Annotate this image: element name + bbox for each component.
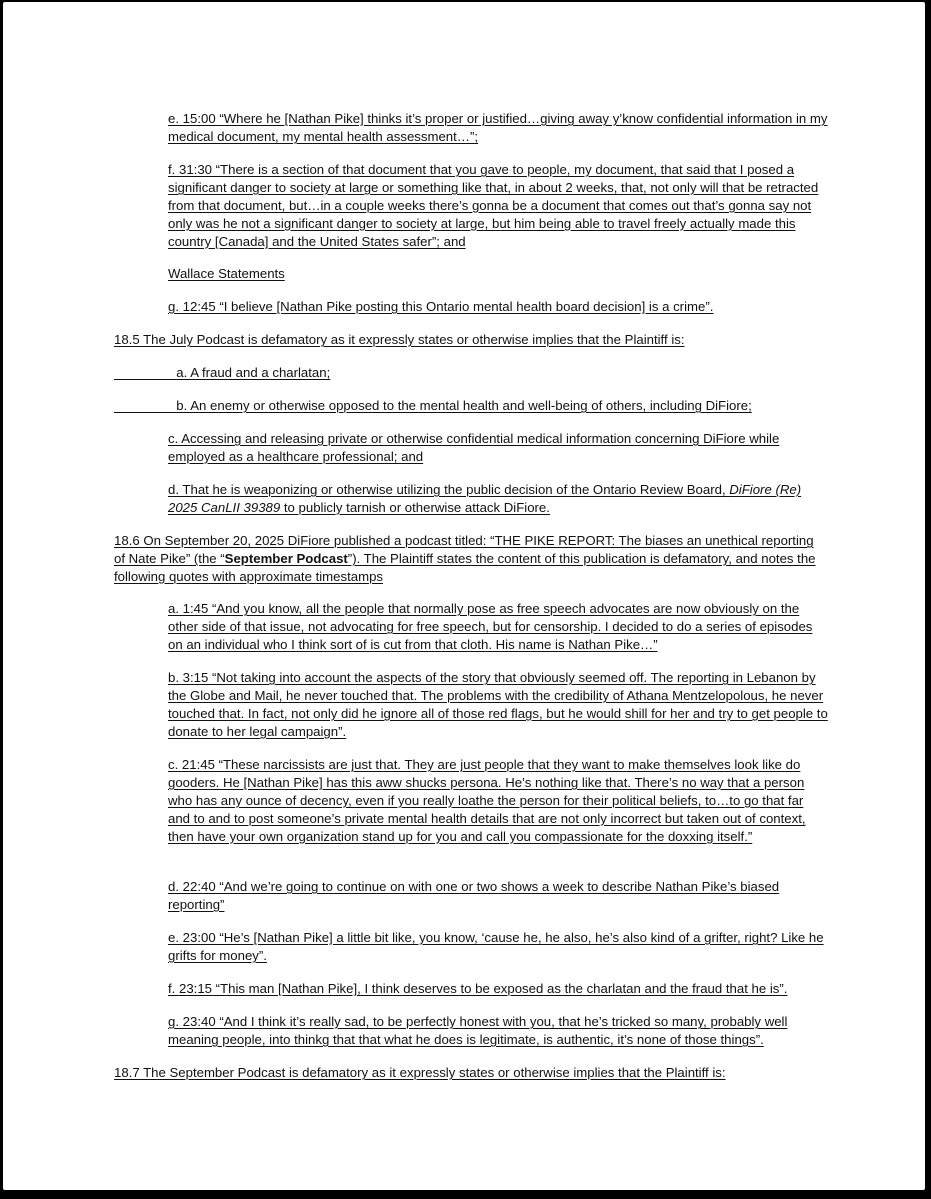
indent-underline xyxy=(114,398,176,413)
sept-quote-c: c. 21:45 “These narcissists are just that. They are just people that they want to make themselves look like do gooders. He [Nathan Pike] has this aww shucks persona. He’s nothing like that. There’s no way that a person who has any ounce of decency, even if you really loathe the person for their political beliefs, to…to go that far and to and to post someone’s private mental health details that are not only incorrect but taken out of context, then have your own organization stand up for you and call you compassionate for the doxxing itself.” xyxy=(168,757,806,844)
july-item-b xyxy=(114,397,828,415)
july-item-d-text: d. That he is weaponizing or otherwise utilizing the public decision of the Ontario Review Board, xyxy=(168,482,730,497)
september-podcast-term: September Podcast xyxy=(224,550,348,566)
document-page xyxy=(3,2,925,1190)
sept-quote-b: b. 3:15 “Not taking into account the aspects of the story that obviously seemed off. The reporting in Lebanon by the Globe and Mail, he never touched that. The problems with the credibility of Athana Mentzelopolous, he never touched that. In fact, not only did he ignore all of those red flags, but he would shill for her and try to get people to donate to her legal campaign”. xyxy=(168,670,828,739)
sept-quote-g: g. 23:40 “And I think it’s really sad, to be perfectly honest with you, that he’s tricked so many, probably well meaning people, into thinkg that that what he does is legitimate, is authentic, it’s none of those things”. xyxy=(168,1014,788,1047)
paragraph-18-6-rest: ”). The Plaintiff states the content of this publication is defamatory, and notes the following quotes with approximate timestamps xyxy=(114,550,816,584)
july-item-c: c. Accessing and releasing private or otherwise confidential medical information concerning DiFiore while employed as a healthcare professional; and xyxy=(168,431,780,464)
sept-quote-a: a. 1:45 “And you know, all the people that normally pose as free speech advocates are now obviously on the other side of that issue, not advocating for free speech, but for censorship. I decided to do a series of episodes on an individual who I think sort of is cut from that cloth. His name is Nathan Pike…” xyxy=(168,601,813,652)
july-item-b-text: b. An enemy or otherwise opposed to the mental health and well-being of others, including DiFiore; xyxy=(176,398,752,413)
case-citation: DiFiore (Re) 2025 CanLII 39389 xyxy=(168,482,802,515)
wallace-statements-heading: Wallace Statements xyxy=(168,266,285,281)
sept-quote-e: e. 23:00 “He’s [Nathan Pike] a little bit like, you know, ‘cause he, he also, he’s also kind of a grifter, right? Like he grifts for money”. xyxy=(168,930,824,963)
paragraph-18-5: 18.5 The July Podcast is defamatory as it expressly states or otherwise implies that the Plaintiff is: xyxy=(114,332,685,347)
july-item-a-text: a. A fraud and a charlatan; xyxy=(176,365,331,380)
quote-f-3130: f. 31:30 “There is a section of that document that you gave to people, my document, that said that I posed a significant danger to society at large or something like that, in about 2 weeks, that, not only will that be retracted from that document, but…in a couple weeks there’s gonna be a document that comes out that’s gonna say not only was he not a significant danger to society at large, but him being able to travel freely actually made this country [Canada] and the United States safer”; and xyxy=(168,162,819,249)
july-item-a xyxy=(114,364,828,382)
paragraph-18-6-intro: 18.6 On September 20, 2025 DiFiore published a podcast titled: “THE PIKE REPORT: The biases an unethical reporting of Nate Pike” (the “ xyxy=(114,533,814,566)
document-body xyxy=(3,2,925,1190)
paragraph-18-7: 18.7 The September Podcast is defamatory as it expressly states or otherwise implies that the Plaintiff is: xyxy=(114,1065,726,1080)
quote-g-1245: g. 12:45 “I believe [Nathan Pike posting this Ontario mental health board decision] is a crime”. xyxy=(168,299,714,314)
july-item-d-text-end: to publicly tarnish or otherwise attack DiFiore. xyxy=(280,499,550,515)
indent-underline xyxy=(114,365,176,380)
paragraph-18-6 xyxy=(114,532,828,586)
sept-quote-d: d. 22:40 “And we’re going to continue on with one or two shows a week to describe Nathan Pike’s biased reporting” xyxy=(168,879,780,912)
quote-e-1500: e. 15:00 “Where he [Nathan Pike] thinks it’s proper or justified…giving away y’know confidential information in my medical document, my mental health assessment…”; xyxy=(168,111,828,144)
sept-quote-f: f. 23:15 “This man [Nathan Pike], I think deserves to be exposed as the charlatan and the fraud that he is”. xyxy=(168,981,788,996)
july-item-d xyxy=(168,481,828,517)
